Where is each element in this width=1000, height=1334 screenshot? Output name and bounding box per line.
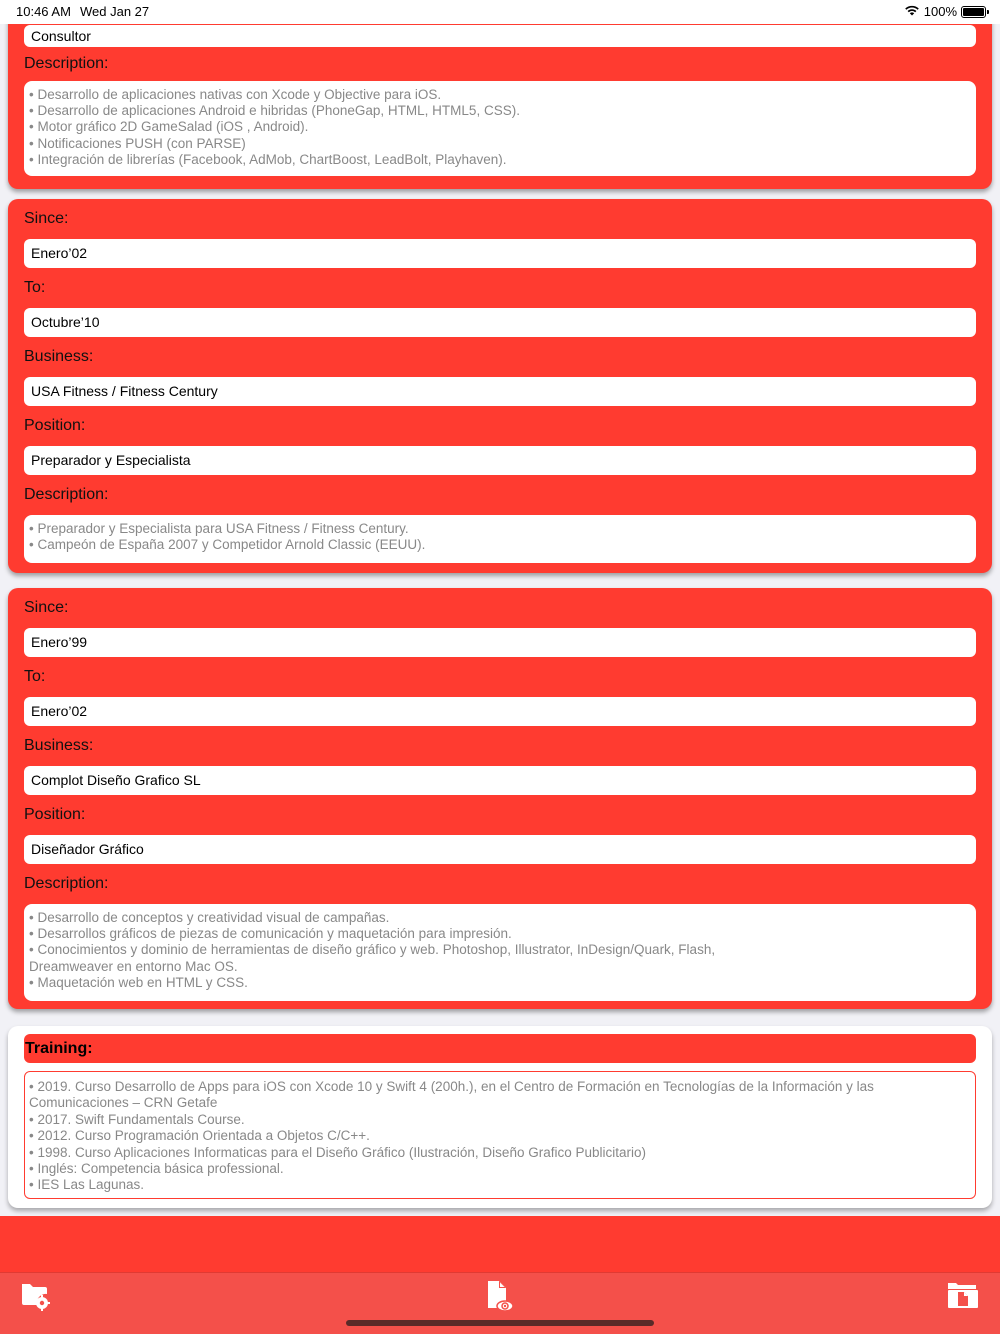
description-line: • Notificaciones PUSH (con PARSE)	[29, 135, 246, 151]
position-field[interactable]: Diseñador Gráfico	[24, 835, 976, 864]
training-line: • Inglés: Competencia básica professional.	[29, 1161, 284, 1177]
business-field[interactable]: Complot Diseño Grafico SL	[24, 766, 976, 795]
since-label: Since:	[24, 210, 69, 227]
description-line: • Integración de librerías (Facebook, AdMob, ChartBoost, LeadBolt, Playhaven).	[29, 151, 507, 167]
job-card-0	[8, 8, 992, 189]
to-label: To:	[24, 279, 46, 296]
folder-settings-icon	[20, 1281, 54, 1315]
battery-icon	[961, 6, 986, 18]
training-line: • 1998. Curso Aplicaciones Informaticas para el Diseño Gráfico (Ilustración, Diseño Grafico Publicitario)	[29, 1144, 646, 1160]
status-indicators	[904, 4, 986, 19]
battery-fill	[963, 8, 984, 16]
training-line: • IES Las Lagunas.	[29, 1177, 145, 1193]
training-line: Comunicaciones – CRN Getafe	[29, 1095, 218, 1111]
since-field[interactable]: Enero’02	[24, 239, 976, 268]
since-label: Since:	[24, 599, 69, 616]
description-label: Description:	[24, 875, 109, 892]
description-line: • Desarrollo de aplicaciones Android e hibridas (PhoneGap, HTML, HTML5, CSS).	[29, 103, 520, 119]
job-card-2	[8, 588, 992, 1009]
description-box[interactable]	[24, 515, 976, 563]
to-label: To:	[24, 668, 46, 685]
battery-tip	[987, 10, 989, 14]
training-line: • 2019. Curso Desarrollo de Apps para iOS con Xcode 10 y Swift 4 (200h.), en el Centro de Formación en Tecnologías de la Información y las	[29, 1079, 874, 1094]
description-line: • Campeón de España 2007 y Competidor Arnold Classic (EEUU).	[29, 537, 426, 553]
preview-document-button[interactable]	[484, 1281, 518, 1315]
to-field[interactable]: Enero’02	[24, 697, 976, 726]
position-label: Position:	[24, 417, 86, 434]
home-indicator[interactable]	[346, 1320, 654, 1326]
training-line: • 2012. Curso Programación Orientada a Objetos C/C++.	[29, 1128, 370, 1144]
since-field[interactable]: Enero’99	[24, 628, 976, 657]
description-line: • Motor gráfico 2D GameSalad (iOS , Android).	[29, 119, 309, 135]
business-label: Business:	[24, 737, 94, 754]
status-bar	[0, 0, 1000, 24]
folder-document-button[interactable]	[946, 1281, 980, 1315]
description-line: • Desarrollos gráficos de piezas de comunicación y maquetación para impresión.	[29, 926, 512, 942]
description-line: • Preparador y Especialista para USA Fitness / Fitness Century.	[29, 521, 409, 536]
position-field[interactable]: Consultor	[24, 25, 976, 47]
wifi-icon	[904, 4, 920, 19]
document-preview-icon	[484, 1281, 518, 1315]
position-label: Position:	[24, 806, 86, 823]
description-line: • Maquetación web en HTML y CSS.	[29, 974, 248, 990]
training-box[interactable]	[24, 1071, 976, 1199]
business-field[interactable]: USA Fitness / Fitness Century	[24, 377, 976, 406]
training-card	[8, 1026, 992, 1208]
description-label: Description:	[24, 55, 109, 72]
description-label: Description:	[24, 486, 109, 503]
training-line: • 2017. Swift Fundamentals Course.	[29, 1111, 245, 1127]
description-line: • Conocimientos y dominio de herramientas de diseño gráfico y web. Photoshop, Illustrator, InDesign/Quark, Flash,	[29, 942, 716, 958]
folder-settings-button[interactable]	[20, 1281, 54, 1315]
description-line: Dreamweaver en entorno Mac OS.	[29, 958, 238, 974]
position-field[interactable]: Preparador y Especialista	[24, 446, 976, 475]
folder-document-icon	[946, 1281, 980, 1315]
bottom-red-band	[0, 1216, 1000, 1272]
description-box[interactable]	[24, 904, 976, 1001]
battery-percent: 100%	[923, 4, 957, 19]
training-header: Training:	[24, 1034, 976, 1063]
description-line: • Desarrollo de conceptos y creatividad visual de campañas.	[29, 910, 390, 925]
business-label: Business:	[24, 348, 94, 365]
status-time: 10:46 AM	[16, 4, 71, 19]
to-field[interactable]: Octubre’10	[24, 308, 976, 337]
status-date: Wed Jan 27	[80, 4, 150, 19]
description-box[interactable]	[24, 81, 976, 176]
description-line: • Desarrollo de aplicaciones nativas con Xcode y Objective para iOS.	[29, 87, 442, 102]
job-card-1	[8, 199, 992, 573]
